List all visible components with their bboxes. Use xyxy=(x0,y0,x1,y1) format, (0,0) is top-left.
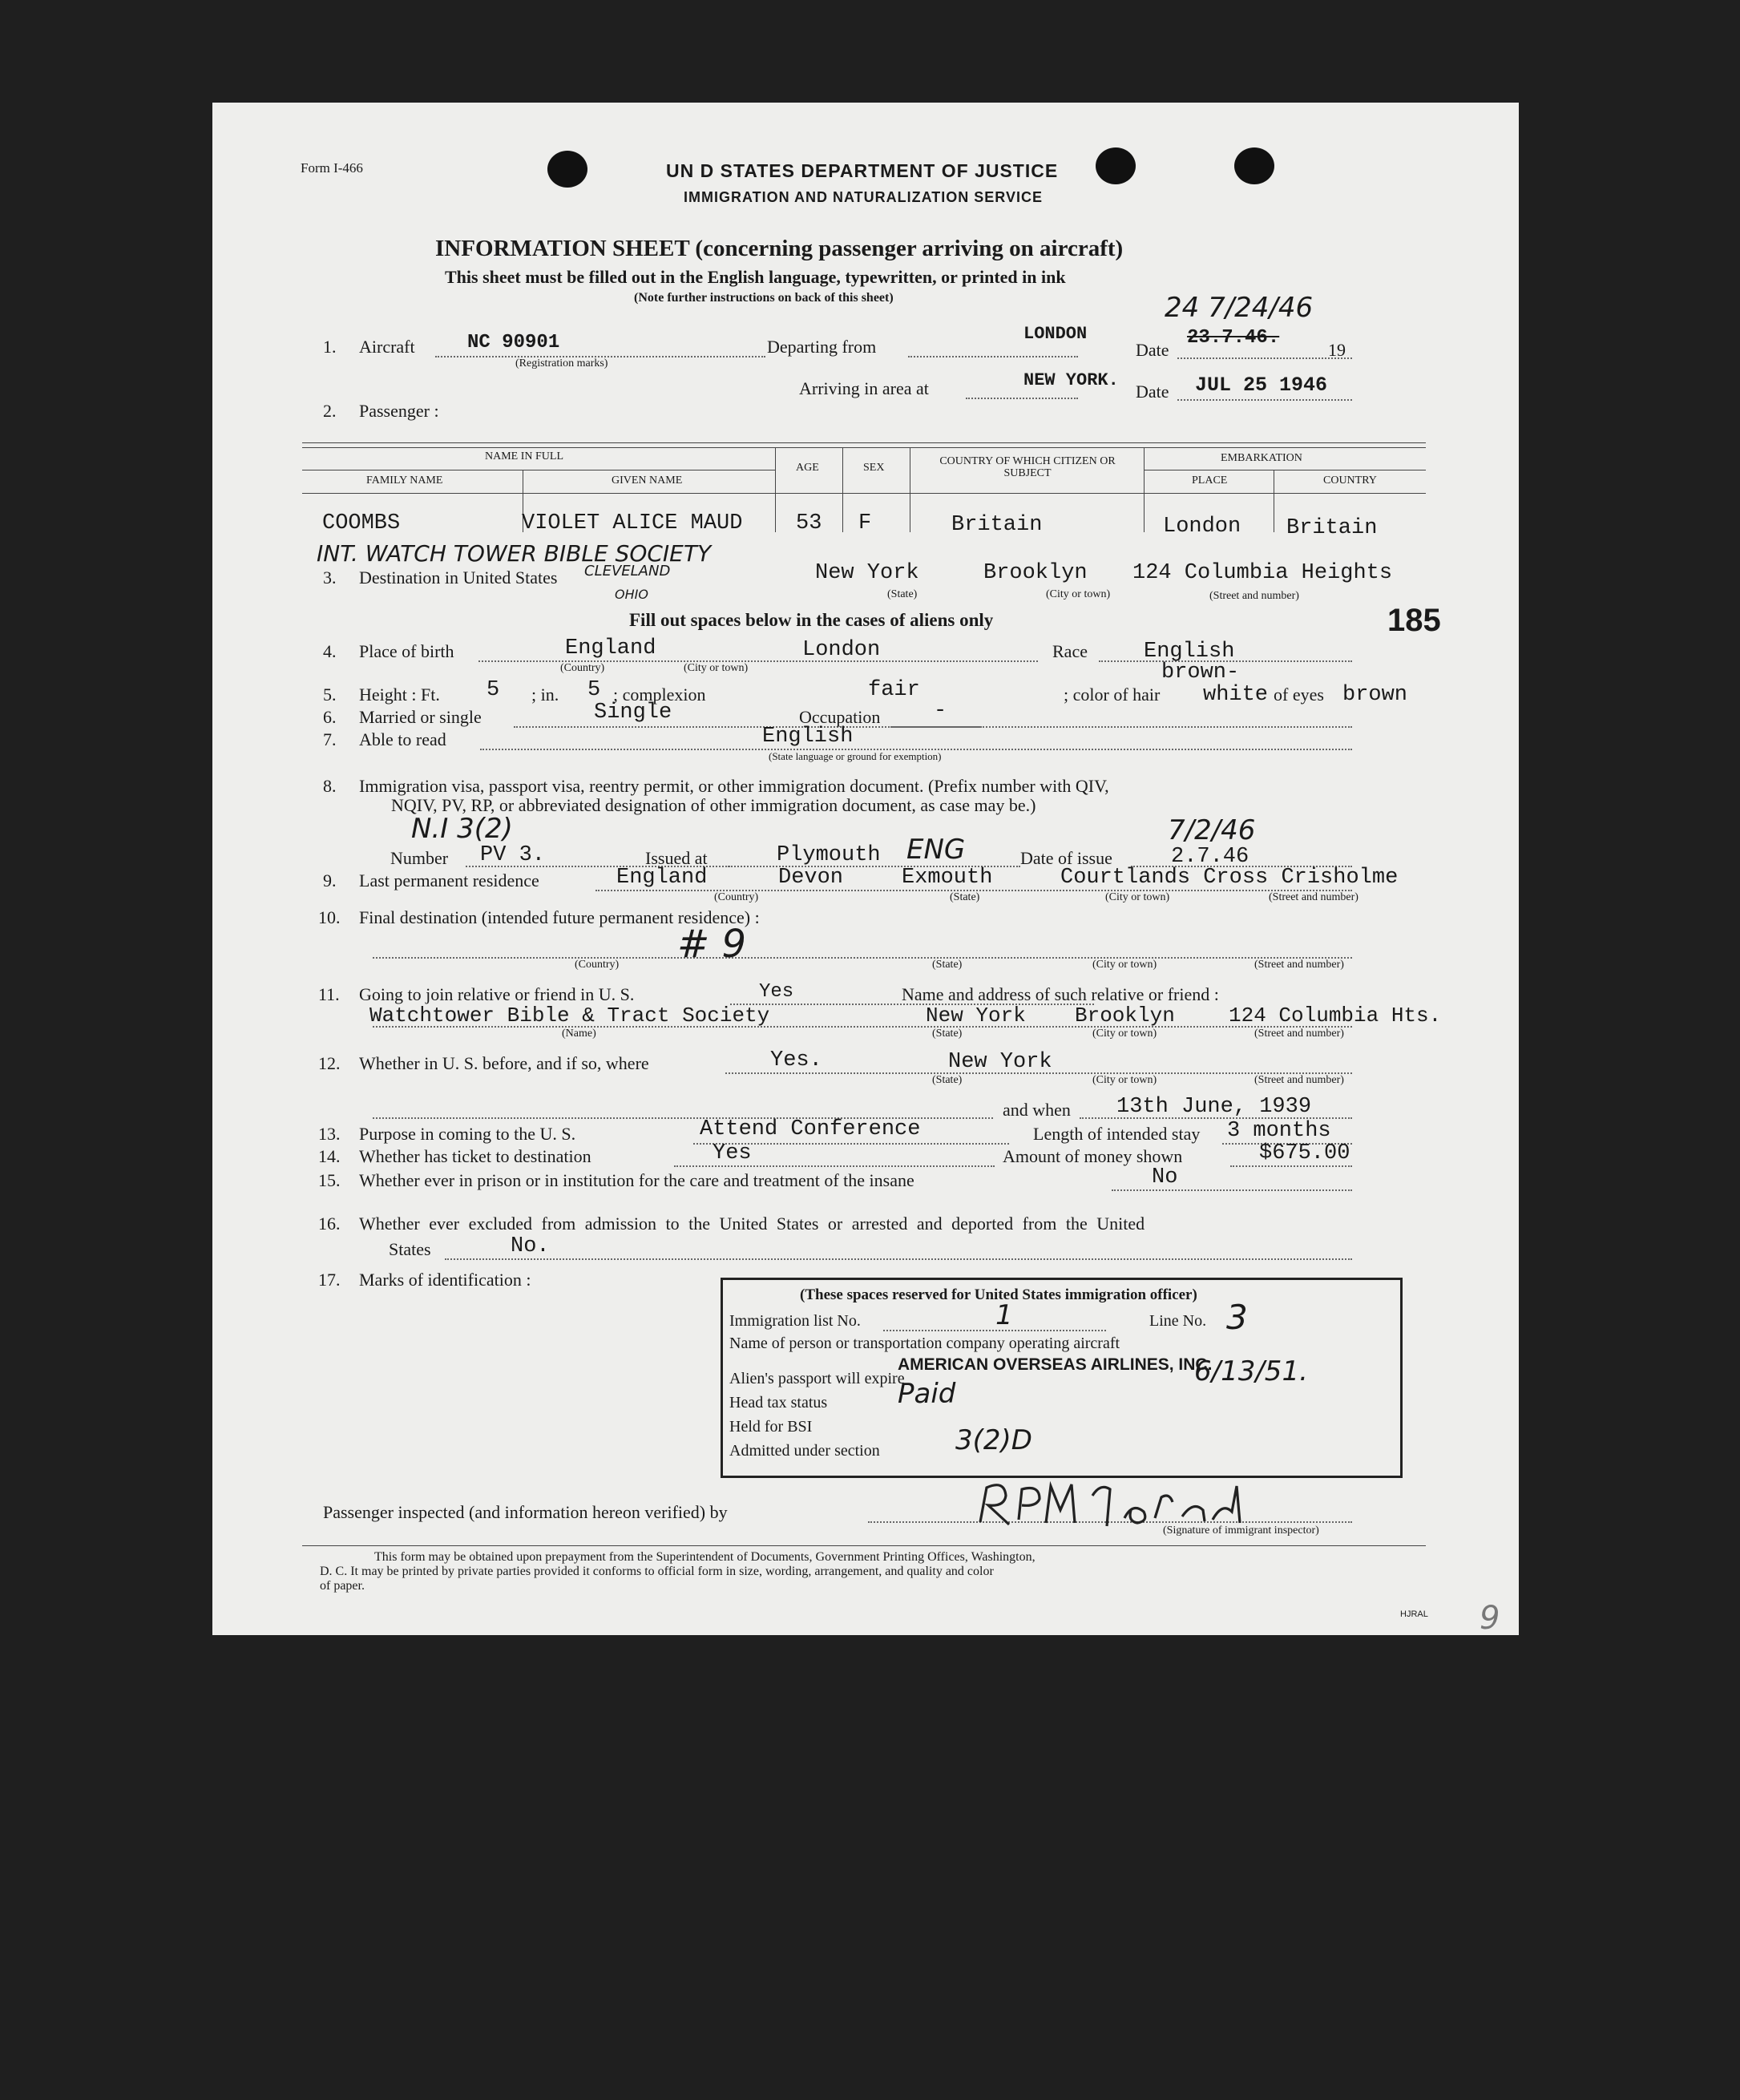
officer-box-title: (These spaces reserved for United States immigration officer) xyxy=(800,1286,1197,1303)
arriving-value: NEW YORK. xyxy=(1023,370,1119,390)
relative-street: 124 Columbia Hts. xyxy=(1229,1004,1442,1028)
stay-length-label: Length of intended stay xyxy=(1033,1124,1201,1144)
line-number: 14. xyxy=(318,1146,341,1166)
state-caption: (State) xyxy=(887,588,918,600)
city-caption: (City or town) xyxy=(1092,1074,1157,1086)
destination-handwritten-city: CLEVELAND xyxy=(584,563,671,580)
line-number: 11. xyxy=(318,984,340,1004)
age-value: 53 xyxy=(796,511,822,535)
embarkation-place-value: London xyxy=(1163,515,1241,539)
height-feet: 5 xyxy=(486,678,500,702)
birth-country: England xyxy=(565,636,656,660)
hair-color-correction: brown- xyxy=(1161,660,1240,685)
age-header: AGE xyxy=(796,462,819,474)
previous-visit-label: Whether in U. S. before, and if so, where xyxy=(359,1053,649,1073)
family-name-value: COOMBS xyxy=(322,511,401,535)
year-prefix: 19 xyxy=(1328,340,1346,360)
line-number: 7. xyxy=(323,729,337,749)
city-caption: (City or town) xyxy=(1092,959,1157,971)
given-name-header: GIVEN NAME xyxy=(612,475,683,487)
document-number-label: Number xyxy=(390,848,449,868)
form-title: INFORMATION SHEET (concerning passenger arriving on aircraft) xyxy=(435,236,1124,261)
head-tax-label: Head tax status xyxy=(729,1394,828,1411)
hair-color-label: ; color of hair xyxy=(1064,685,1161,705)
marital-label: Married or single xyxy=(359,707,482,727)
passenger-label: Passenger : xyxy=(359,401,439,421)
hair-color-value: white xyxy=(1203,683,1269,707)
height-inches: 5 xyxy=(587,678,601,702)
place-header: PLACE xyxy=(1192,475,1228,487)
departure-date-handwritten: 24 7/24/46 xyxy=(1165,292,1314,324)
money-label: Amount of money shown xyxy=(1003,1146,1183,1166)
name-caption: (Name) xyxy=(562,1028,596,1040)
admitted-section-label: Admitted under section xyxy=(729,1442,880,1460)
date-label: Date xyxy=(1136,340,1169,360)
complexion-value: fair xyxy=(868,678,920,702)
line-number: 16. xyxy=(318,1214,341,1234)
sex-header: SEX xyxy=(863,462,885,474)
final-destination-label: Final destination (intended future permanent residence) : xyxy=(359,907,760,927)
line-number: 9. xyxy=(323,870,337,890)
line-number: 8. xyxy=(323,776,337,796)
street-caption: (Street and number) xyxy=(1269,891,1358,903)
departing-value: LONDON xyxy=(1023,324,1088,344)
company-label: Name of person or transportation company operating aircraft xyxy=(729,1335,1120,1352)
arriving-label: Arriving in area at xyxy=(799,378,929,398)
family-name-header: FAMILY NAME xyxy=(366,475,443,487)
service-name: IMMIGRATION AND NATURALIZATION SERVICE xyxy=(684,189,1043,205)
issued-at-handwritten: ENG xyxy=(906,834,966,866)
state-caption: (State) xyxy=(950,891,980,903)
ticket-label: Whether has ticket to destination xyxy=(359,1146,591,1166)
identification-marks-label: Marks of identification : xyxy=(359,1270,531,1290)
prison-label: Whether ever in prison or in institution for the care and treatment of the insane xyxy=(359,1170,914,1190)
arrival-date-stamp: JUL 25 1946 xyxy=(1195,374,1328,397)
line-number: 10. xyxy=(318,907,341,927)
document-number: PV 3. xyxy=(480,843,546,867)
relative-name-value: Watchtower Bible & Tract Society xyxy=(369,1004,770,1028)
passport-expiry-value: 6/13/51. xyxy=(1194,1355,1308,1387)
citizenship-header: COUNTRY OF WHICH CITIZEN OR SUBJECT xyxy=(939,455,1116,479)
state-caption: (State) xyxy=(932,1074,963,1086)
aliens-only-heading: Fill out spaces below in the cases of aliens only xyxy=(629,610,994,630)
residence-label: Last permanent residence xyxy=(359,870,539,890)
line-number: 4. xyxy=(323,641,337,661)
final-destination-handwritten: # 9 xyxy=(677,922,747,967)
residence-country: England xyxy=(616,866,708,890)
line-number: 12. xyxy=(318,1053,341,1073)
birthplace-label: Place of birth xyxy=(359,641,454,661)
ticket-value: Yes xyxy=(713,1141,752,1165)
money-value: $675.00 xyxy=(1259,1141,1350,1165)
inspected-by-label: Passenger inspected (and information hereon verified) by xyxy=(323,1502,728,1522)
embarkation-header: EMBARKATION xyxy=(1221,452,1302,464)
birth-city: London xyxy=(802,638,881,662)
city-caption: (City or town) xyxy=(684,662,749,674)
exclusion-question: Whether ever excluded from admission to the United States or arrested and deported from the United xyxy=(359,1214,1145,1234)
bsi-label: Held for BSI xyxy=(729,1418,813,1436)
city-caption: (City or town) xyxy=(1105,891,1170,903)
form-subtitle: This sheet must be filled out in the English language, typewritten, or printed in ink xyxy=(445,267,1066,287)
immigration-list-value: 1 xyxy=(995,1299,1013,1331)
state-caption: (State) xyxy=(932,1028,963,1040)
punch-hole xyxy=(1096,147,1136,184)
street-caption: (Street and number) xyxy=(1254,1028,1344,1040)
street-caption: (Street and number) xyxy=(1209,590,1299,602)
residence-city: Exmouth xyxy=(902,866,993,890)
join-relative-value: Yes xyxy=(759,981,794,1003)
complexion-label: ; complexion xyxy=(613,685,706,705)
issued-at-value: Plymouth xyxy=(777,843,881,867)
issued-at-label: Issued at xyxy=(645,848,708,868)
arrival-date-label: Date xyxy=(1136,382,1169,402)
citizenship-value: Britain xyxy=(951,513,1043,537)
country-caption: (Country) xyxy=(560,662,605,674)
sex-value: F xyxy=(858,511,872,535)
city-caption: (City or town) xyxy=(1046,588,1111,600)
aircraft-value: NC 90901 xyxy=(467,332,560,353)
inches-label: ; in. xyxy=(531,685,559,705)
given-name-value: VIOLET ALICE MAUD xyxy=(522,511,743,535)
destination-handwritten-state: OHIO xyxy=(615,587,648,602)
footer-text-end: of paper. xyxy=(320,1579,365,1593)
department-name: UN D STATES DEPARTMENT OF JUSTICE xyxy=(666,160,1059,181)
print-code: HJRAL xyxy=(1400,1609,1428,1619)
height-label: Height : Ft. xyxy=(359,685,440,705)
join-relative-label: Going to join relative or friend in U. S. xyxy=(359,984,635,1004)
relative-city: Brooklyn xyxy=(1075,1004,1175,1028)
occupation-value: - xyxy=(934,699,947,723)
prison-value: No xyxy=(1152,1165,1178,1189)
immigration-list-label: Immigration list No. xyxy=(729,1312,861,1330)
previous-visit-state: New York xyxy=(948,1050,1052,1074)
literacy-caption: (State language or ground for exemption) xyxy=(769,750,942,762)
race-value: English xyxy=(1144,640,1235,664)
footer-text: This form may be obtained upon prepayment from the Superintendent of Documents, Government Printing Offices, Washington, xyxy=(374,1550,1036,1564)
state-caption: (State) xyxy=(932,959,963,971)
purpose-label: Purpose in coming to the U. S. xyxy=(359,1124,576,1144)
passport-expiry-label: Alien's passport will expire xyxy=(729,1370,905,1387)
street-caption: (Street and number) xyxy=(1254,959,1344,971)
marital-value: Single xyxy=(594,701,672,725)
admitted-section-value: 3(2)D xyxy=(955,1424,1032,1456)
line-number: 17. xyxy=(318,1270,341,1290)
country-header: COUNTRY xyxy=(1323,475,1377,487)
footer-text-cont: D. C. It may be printed by private parties provided it conforms to official form in size, wording, arrangement, and quality and color xyxy=(320,1565,994,1578)
street-caption: (Street and number) xyxy=(1254,1074,1344,1086)
document-handwritten-note: N.I 3(2) xyxy=(411,813,513,845)
destination-state: New York xyxy=(815,561,919,585)
line-number-label: Line No. xyxy=(1149,1312,1207,1330)
literacy-label: Able to read xyxy=(359,729,446,749)
signature-caption: (Signature of immigrant inspector) xyxy=(1163,1525,1319,1537)
date-of-issue-handwritten: 7/2/46 xyxy=(1168,814,1256,846)
document-instructions-cont: NQIV, PV, RP, or abbreviated designation of other immigration document, as case may be.) xyxy=(391,795,1036,815)
when-value: 13th June, 1939 xyxy=(1116,1095,1312,1119)
head-tax-value: Paid xyxy=(898,1378,956,1410)
officer-use-box xyxy=(721,1278,1403,1478)
form-number: Form I-466 xyxy=(301,160,363,176)
airline-stamp: AMERICAN OVERSEAS AIRLINES, INC. xyxy=(898,1355,1213,1374)
country-caption: (Country) xyxy=(714,891,759,903)
purpose-value: Attend Conference xyxy=(700,1117,921,1141)
line-number: 1. xyxy=(323,337,337,357)
stay-length-value: 3 months xyxy=(1227,1119,1331,1143)
occupation-label: Occupation xyxy=(799,707,881,727)
exclusion-question-cont: States xyxy=(389,1239,431,1259)
line-number: 15. xyxy=(318,1170,341,1190)
previous-visit-value: Yes. xyxy=(770,1048,822,1072)
stamp-number: 185 xyxy=(1387,603,1441,638)
line-number: 5. xyxy=(323,685,337,705)
line-number: 6. xyxy=(323,707,337,727)
race-label: Race xyxy=(1052,641,1088,661)
eye-color-value: brown xyxy=(1342,683,1408,707)
date-of-issue-label: Date of issue xyxy=(1020,848,1112,868)
literacy-value: English xyxy=(762,725,854,749)
destination-label: Destination in United States xyxy=(359,567,558,588)
residence-state: Devon xyxy=(778,866,844,890)
form-note: (Note further instructions on back of this sheet) xyxy=(634,291,894,305)
embarkation-country-value: Britain xyxy=(1286,516,1378,540)
destination-street: 124 Columbia Heights xyxy=(1132,561,1393,585)
country-caption: (Country) xyxy=(575,959,620,971)
aircraft-label: Aircraft xyxy=(359,337,415,357)
line-number: 3. xyxy=(323,567,337,588)
when-label: and when xyxy=(1003,1100,1071,1120)
residence-street: Courtlands Cross Crisholme xyxy=(1060,866,1399,890)
name-in-full-header: NAME IN FULL xyxy=(485,450,563,462)
line-number: 2. xyxy=(323,401,337,421)
page-mark: 9 xyxy=(1480,1600,1500,1637)
destination-city: Brooklyn xyxy=(983,561,1088,585)
registration-caption: (Registration marks) xyxy=(515,357,608,370)
document-instructions: Immigration visa, passport visa, reentry permit, or other immigration document. (Prefix number with QIV, xyxy=(359,776,1109,796)
punch-hole xyxy=(1234,147,1274,184)
departing-label: Departing from xyxy=(767,337,877,357)
line-number-value: 3 xyxy=(1226,1298,1248,1337)
form-sheet xyxy=(212,103,1519,1635)
departure-date-struck: 23.7.46. xyxy=(1187,327,1280,349)
exclusion-value: No. xyxy=(511,1234,550,1258)
destination-handwritten-note: INT. WATCH TOWER BIBLE SOCIETY xyxy=(317,540,712,567)
eye-color-label: of eyes xyxy=(1274,685,1324,705)
relative-state: New York xyxy=(926,1004,1026,1028)
date-of-issue-value: 2.7.46 xyxy=(1171,845,1249,869)
punch-hole xyxy=(547,151,587,188)
city-caption: (City or town) xyxy=(1092,1028,1157,1040)
relative-name-label: Name and address of such relative or friend : xyxy=(902,984,1219,1004)
line-number: 13. xyxy=(318,1124,341,1144)
